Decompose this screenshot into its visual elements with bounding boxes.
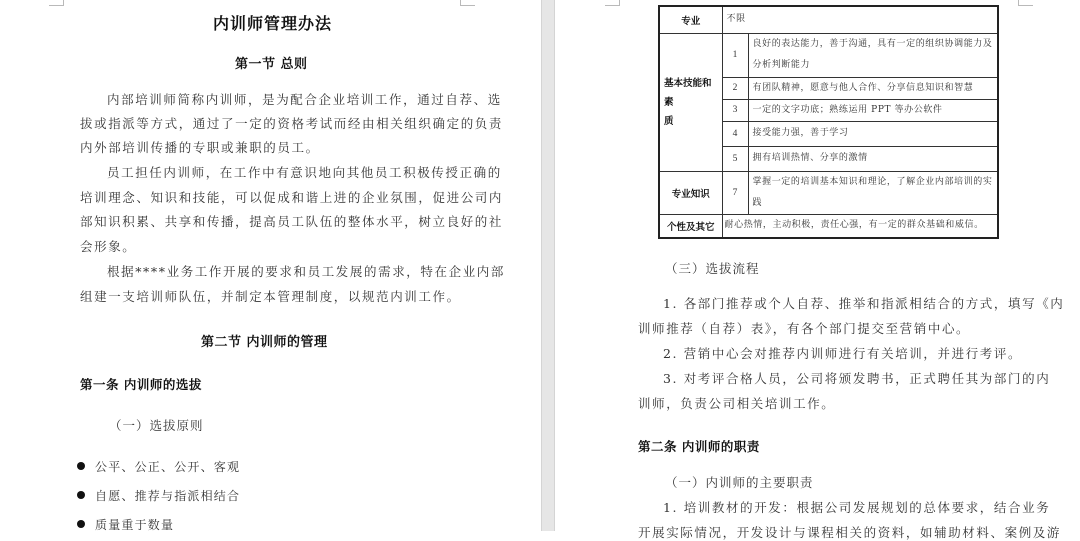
paragraph-line: 1. 培训教材的开发：根据公司发展规划的总体要求，结合业务 [663, 500, 1051, 515]
label-line: 基本技能和素 [664, 77, 712, 108]
article-heading-duties: 第二条 内训师的职责 [638, 439, 760, 454]
paragraph-line: 部知识积累、共享和传播，提高员工队伍的整体水平，树立良好的社 [80, 214, 504, 229]
subheading-selection-process: （三）选拔流程 [665, 261, 760, 276]
paragraph-line: 3. 对考评合格人员，公司将颁发聘书，正式聘任其为部门的内 [663, 371, 1051, 386]
bullet-item [77, 458, 240, 475]
paragraph-line: 内部培训师简称内训师，是为配合企业培训工作，通过自荐、选 [107, 92, 502, 107]
cell-line: 掌握一定的培训基本知识和理论，了解企业内部培训的实 [752, 176, 993, 187]
paragraph-line: 培训理念、知识和技能，可以促成和谐上进的企业氛围，促进公司内 [80, 190, 504, 205]
table-cell-label: 专业 [659, 6, 722, 33]
table-cell-number: 2 [722, 77, 748, 99]
page-gutter [541, 0, 555, 531]
table-cell-number: 4 [722, 121, 748, 146]
paragraph-line: 内外部培训传播的专职或兼职的员工。 [80, 140, 320, 155]
table-cell-text [748, 171, 998, 214]
table-cell-text: 有团队精神，愿意与他人合作、分享信息知识和智慧 [748, 77, 998, 99]
table-cell-label: 专业知识 [659, 171, 722, 214]
document-page-left [0, 0, 541, 531]
bullet-icon [77, 462, 85, 470]
page-margin-corner-marker [1018, 0, 1033, 6]
paragraph-line: 会形象。 [80, 239, 137, 254]
subheading-main-duties: （一）内训师的主要职责 [665, 475, 814, 490]
paragraph-line: 员工担任内训师，在工作中有意识地向其他员工积极传授正确的 [107, 165, 502, 180]
table-row [659, 6, 998, 33]
table-cell-number: 3 [722, 99, 748, 121]
bullet-icon [77, 520, 85, 528]
table-cell-text: 接受能力强，善于学习 [748, 121, 998, 146]
table-cell-label: 个性及其它 [659, 214, 722, 238]
bullet-item [77, 516, 174, 533]
table-cell-number: 1 [722, 33, 748, 77]
cell-line: 良好的表达能力，善于沟通，具有一定的组织协调能力及 [752, 39, 993, 49]
paragraph-line: 组建一支培训师队伍，并制定本管理制度，以规范内训工作。 [80, 289, 461, 304]
paragraph-line: 1. 各部门推荐或个人自荐、推举和指派相结合的方式，填写《内 [663, 296, 1065, 311]
page-margin-corner-marker [49, 0, 64, 6]
bullet-item [77, 487, 240, 504]
table-cell-text [748, 33, 998, 77]
table-cell-text: 耐心热情，主动积极，责任心强，有一定的群众基础和威信。 [722, 214, 998, 238]
section-heading-general: 第一节 总则 [235, 57, 308, 72]
paragraph-line: 2. 营销中心会对推荐内训师进行有关培训，并进行考评。 [663, 346, 1023, 361]
bullet-text: 自愿、推荐与指派相结合 [95, 489, 241, 503]
table-cell-text: 拥有培训热情、分享的激情 [748, 146, 998, 171]
paragraph-line: 训师推荐（自荐）表》，有各个部门提交至营销中心。 [638, 321, 971, 336]
cell-line: 分析判断能力 [752, 60, 811, 70]
bullet-text: 公平、公正、公开、客观 [95, 460, 241, 474]
article-heading-selection: 第一条 内训师的选拔 [80, 377, 202, 392]
paragraph-line: 拔或指派等方式，通过了一定的资格考试而经由相关组织确定的负责 [80, 116, 504, 131]
table-row [659, 171, 998, 214]
cell-line: 践 [752, 197, 763, 208]
bullet-icon [77, 491, 85, 499]
paragraph-line: 开展实际情况，开发设计与课程相关的资料，如辅助材料、案例及游 [638, 525, 1062, 540]
table-cell-text: 一定的文字功底；熟练运用 PPT 等办公软件 [748, 99, 998, 121]
label-line: 质 [664, 115, 674, 127]
page-margin-corner-marker [605, 0, 620, 6]
table-cell-label [659, 33, 722, 171]
table-row [659, 33, 998, 77]
subheading-selection-principles: （一）选拔原则 [109, 418, 204, 433]
table-cell-text: 不限 [722, 6, 998, 33]
document-title: 内训师管理办法 [213, 14, 333, 33]
bullet-text: 质量重于数量 [95, 518, 175, 532]
paragraph-line: 训师，负责公司相关培训工作。 [638, 396, 836, 411]
table-row [659, 214, 998, 238]
section-heading-management: 第二节 内训师的管理 [201, 335, 328, 350]
requirements-table [658, 5, 999, 239]
page-margin-corner-marker [460, 0, 475, 6]
paragraph-line: 根据****业务工作开展的要求和员工发展的需求，特在企业内部 [107, 264, 506, 279]
table-cell-number: 7 [722, 171, 748, 214]
table-cell-number: 5 [722, 146, 748, 171]
document-page-right [555, 0, 1080, 540]
